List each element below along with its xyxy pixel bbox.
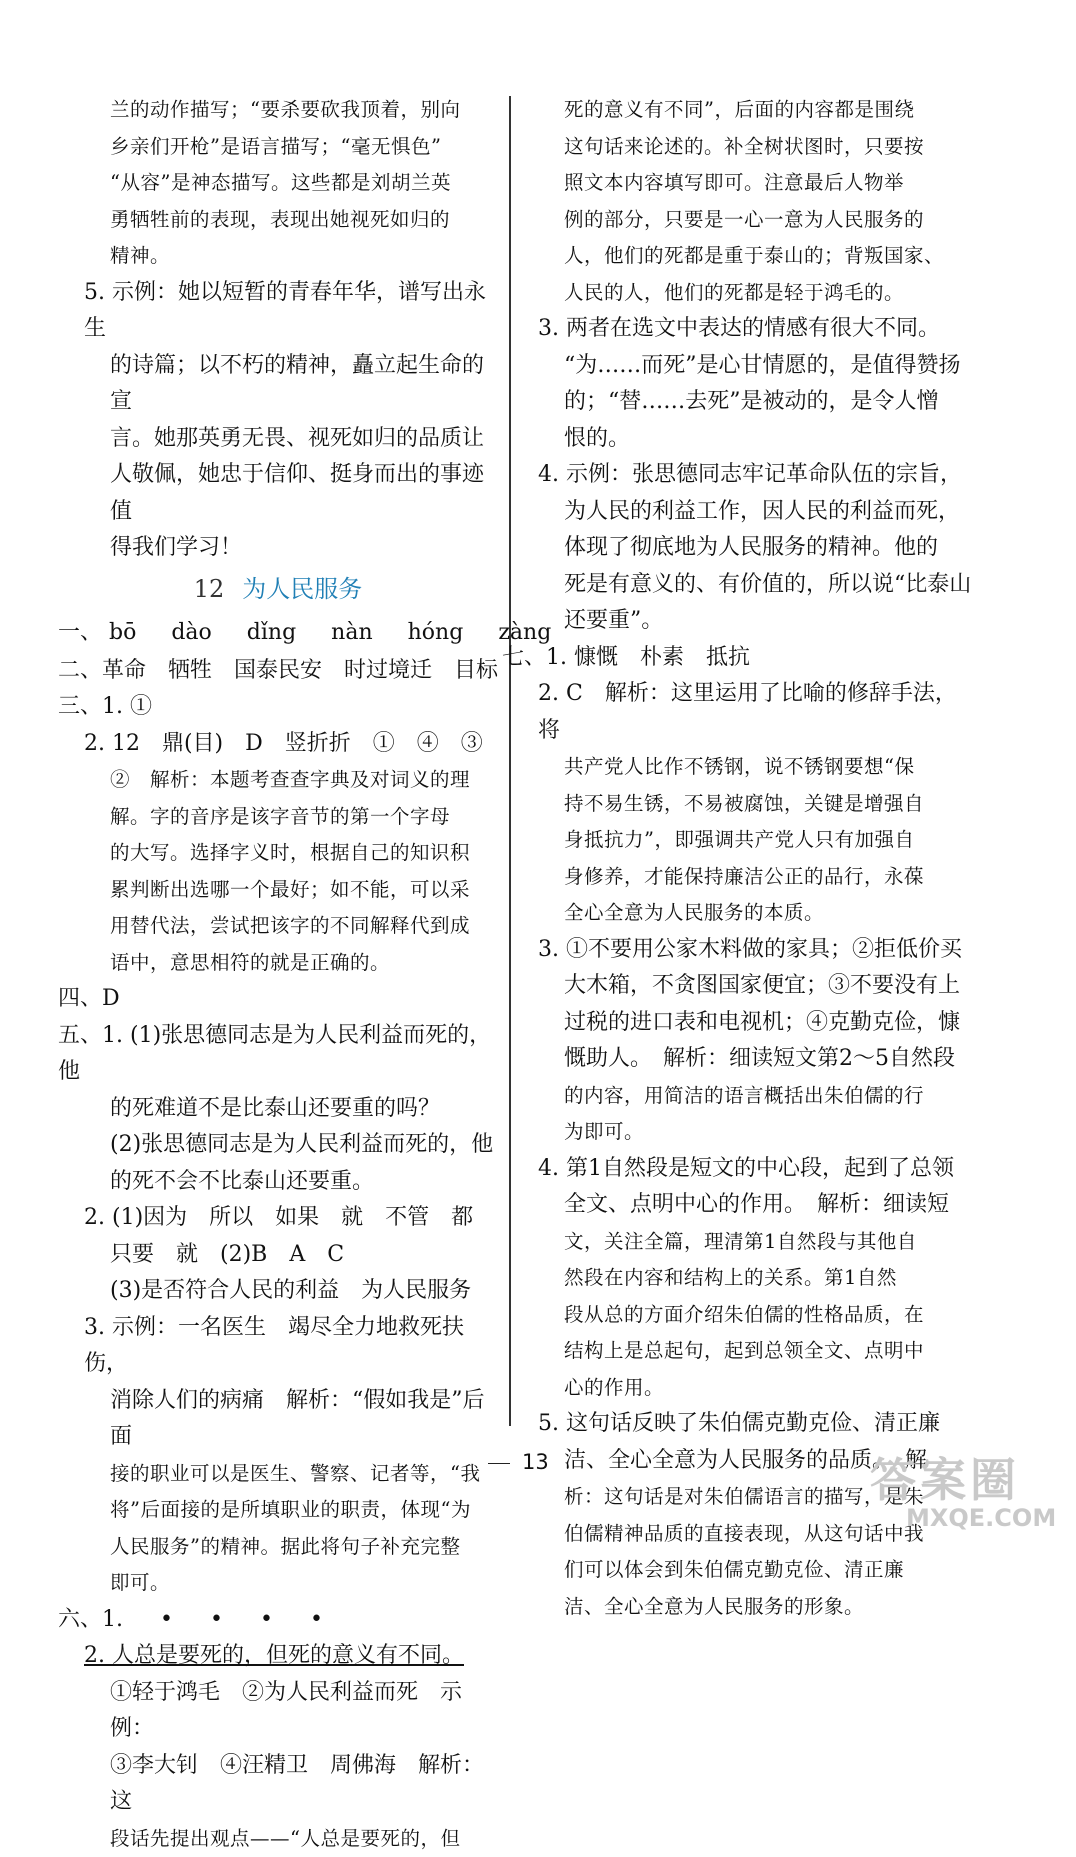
- text-line: 即可。: [58, 1565, 498, 1602]
- answer-seven-2: [538, 676, 978, 932]
- answer-5: [58, 275, 498, 567]
- text-line: (2)张思德同志是为人民利益而死的，他: [58, 1127, 498, 1164]
- text-line: 慨助人。 解析：细读短文第2～5自然段: [538, 1041, 978, 1078]
- page-number: [488, 1450, 549, 1474]
- answer-four: 四、D: [58, 981, 498, 1018]
- text-line: 的内容，用简洁的语言概括出朱伯儒的行: [538, 1078, 978, 1115]
- column-divider: [509, 96, 511, 1426]
- pinyin-item: dào: [171, 613, 211, 653]
- dot-mark: •: [210, 1602, 223, 1639]
- answer-seven-1: 七、1. 慷慨 朴素 抵抗: [502, 640, 978, 677]
- text-line: 结构上是总起句，起到总领全文、点明中: [538, 1333, 978, 1370]
- text-line: 解。字的音序是该字音节的第一个字母: [58, 799, 498, 836]
- text-line: ② 解析：本题考查查字典及对词义的理: [58, 762, 498, 799]
- text-line: 例的部分，只要是一心一意为人民服务的: [538, 202, 978, 239]
- text-line: 接的职业可以是医生、警察、记者等，“我: [58, 1456, 498, 1493]
- answer-two: 二、革命 牺牲 国泰民安 时过境迁 目标: [58, 653, 498, 690]
- text-line: 4. 示例：张思德同志牢记革命队伍的宗旨，: [538, 457, 978, 494]
- text-line: 5. 示例：她以短暂的青春年华，谱写出永生: [58, 275, 498, 348]
- text-line: 照文本内容填写即可。注意最后人物举: [538, 165, 978, 202]
- section-title: [58, 569, 498, 609]
- page-number-dash: [488, 1463, 510, 1464]
- text-line: 为即可。: [538, 1114, 978, 1151]
- text-line: 2. C 解析：这里运用了比喻的修辞手法，将: [538, 676, 978, 749]
- text-line: 身修养，才能保持廉洁公正的品行，永葆: [538, 859, 978, 896]
- text-line: 大木箱，不贪图国家便宜；③不要没有上: [538, 968, 978, 1005]
- text-line: 乡亲们开枪”是语言描写；“毫无惧色”: [58, 129, 498, 166]
- text-line: 段话先提出观点——“人总是要死的，但: [58, 1821, 498, 1857]
- text-line: 的大写。选择字义时，根据自己的知识积: [58, 835, 498, 872]
- text-line: 死的意义有不同”，后面的内容都是围绕: [538, 92, 978, 129]
- text-line: 只要 就 (2)B A C: [58, 1237, 498, 1274]
- text-line: 2. (1)因为 所以 如果 就 不管 都: [58, 1200, 498, 1237]
- text-line: ③李大钊 ④汪精卫 周佛海 解析：这: [58, 1748, 498, 1821]
- pinyin-item: nàn: [331, 613, 372, 653]
- text-line: 身抵抗力”，即强调共产党人只有加强自: [538, 822, 978, 859]
- text-line: 全文、点明中心的作用。 解析：细读短: [538, 1187, 978, 1224]
- text-line: 还要重”。: [538, 603, 978, 640]
- pinyin-row: [58, 613, 498, 653]
- text-line: ①轻于鸿毛 ②为人民利益而死 示例：: [58, 1675, 498, 1748]
- dot-mark: •: [310, 1602, 323, 1639]
- answer-three-2: [58, 726, 498, 982]
- text-line: 洁、全心全意为人民服务的品质。 解: [538, 1443, 978, 1480]
- text-line: 然段在内容和结构上的关系。第1自然: [538, 1260, 978, 1297]
- text-line: 3. ①不要用公家木料做的家具；②拒低价买: [538, 932, 978, 969]
- pinyin-item: dǐng: [247, 613, 296, 653]
- text-line: 人，他们的死都是重于泰山的；背叛国家、: [538, 238, 978, 275]
- text-line: 人敬佩，她忠于信仰、挺身而出的事迹值: [58, 457, 498, 530]
- text-line: 语中，意思相符的就是正确的。: [58, 945, 498, 982]
- answer-six-1: [58, 1602, 498, 1639]
- text-line: 过税的进口表和电视机；④克勤克俭，慷: [538, 1005, 978, 1042]
- watermark-logo: [870, 1455, 1070, 1533]
- watermark-text: 答案圈: [870, 1455, 1070, 1505]
- pinyin-item: bō: [109, 613, 136, 653]
- section-name: 为人民服务: [242, 575, 362, 603]
- text-line: 死是有意义的、有价值的，所以说“比泰山: [538, 567, 978, 604]
- text-line: 4. 第1自然段是短文的中心段，起到了总领: [538, 1151, 978, 1188]
- answer-five-3: [58, 1310, 498, 1602]
- page-number-value: 13: [522, 1450, 549, 1474]
- watermark-url: MXQE.COM: [870, 1505, 1070, 1531]
- answer-seven-3: [538, 932, 978, 1151]
- text-line: 消除人们的病痛 解析：“假如我是”后面: [58, 1383, 498, 1456]
- text-line: (3)是否符合人民的利益 为人民服务: [58, 1273, 498, 1310]
- intro-lines: [58, 92, 498, 275]
- text-line: 累判断出选哪一个最好；如不能，可以采: [58, 872, 498, 909]
- text-line: 的死难道不是比泰山还要重的吗？: [58, 1091, 498, 1128]
- text-line: 的死不会不比泰山还要重。: [58, 1164, 498, 1201]
- text-line: 言。她那英勇无畏、视死如归的品质让: [58, 421, 498, 458]
- answer-five-2: [58, 1200, 498, 1310]
- text-line: 为人民的利益工作，因人民的利益而死，: [538, 494, 978, 531]
- text-line: 全心全意为人民服务的本质。: [538, 895, 978, 932]
- continuation: [538, 92, 978, 311]
- text-line: 持不易生锈，不易被腐蚀，关键是增强自: [538, 786, 978, 823]
- text-line: 得我们学习！: [58, 530, 498, 567]
- pinyin-item: zàng: [498, 613, 551, 653]
- text-line: 勇牺牲前的表现，表现出她视死如归的: [58, 202, 498, 239]
- pinyin-item: hóng: [408, 613, 464, 653]
- text-line: 3. 两者在选文中表达的情感有很大不同。: [538, 311, 978, 348]
- text-line: 兰的动作描写；“要杀要砍我顶着，别向: [58, 92, 498, 129]
- text-line: “为……而死”是心甘情愿的，是值得赞扬: [538, 348, 978, 385]
- text-line: 2. 人总是要死的，但死的意义有不同。: [58, 1638, 498, 1675]
- text-line: 洁、全心全意为人民服务的形象。: [538, 1589, 978, 1626]
- text-line: 这句话来论述的。补全树状图时，只要按: [538, 129, 978, 166]
- text-line: 5. 这句话反映了朱伯儒克勤克俭、清正廉: [538, 1406, 978, 1443]
- answer-three-1: 三、1. ①: [58, 689, 498, 726]
- answer-six-2: [58, 1638, 498, 1857]
- text-line: 恨的。: [538, 421, 978, 458]
- text-line: 的诗篇；以不朽的精神，矗立起生命的宣: [58, 348, 498, 421]
- text-line: “从容”是神态描写。这些都是刘胡兰英: [58, 165, 498, 202]
- text-line: 的；“替……去死”是被动的，是令人憎: [538, 384, 978, 421]
- left-column: [58, 92, 498, 1857]
- text-line: 人民服务”的精神。据此将句子补充完整: [58, 1529, 498, 1566]
- answer-r3: [538, 311, 978, 457]
- text-line: 精神。: [58, 238, 498, 275]
- text-line: 用替代法，尝试把该字的不同解释代到成: [58, 908, 498, 945]
- text-line: 3. 示例：一名医生 竭尽全力地救死扶伤，: [58, 1310, 498, 1383]
- text-line: 段从总的方面介绍朱伯儒的性格品质，在: [538, 1297, 978, 1334]
- answer-seven-4: [538, 1151, 978, 1407]
- text-line: 们可以体会到朱伯儒克勤克俭、清正廉: [538, 1552, 978, 1589]
- text-line: 将”后面接的是所填职业的职责，体现“为: [58, 1492, 498, 1529]
- text-line: 心的作用。: [538, 1370, 978, 1407]
- text-line: 文，关注全篇，理清第1自然段与其他自: [538, 1224, 978, 1261]
- text-line: 体现了彻底地为人民服务的精神。他的: [538, 530, 978, 567]
- text-line: 析：这句话是对朱伯儒语言的描写，是朱: [538, 1479, 978, 1516]
- right-column: [538, 92, 978, 1625]
- dot-mark: •: [260, 1602, 273, 1639]
- pinyin-label: 一、: [58, 620, 102, 645]
- text-line: 五、1. (1)张思德同志是为人民利益而死的，他: [58, 1018, 498, 1091]
- answer-five-1: [58, 1018, 498, 1201]
- text-label: 六、1.: [58, 1602, 123, 1639]
- section-number: 12: [194, 575, 225, 603]
- answer-r4: [538, 457, 978, 640]
- dot-mark: •: [160, 1602, 173, 1639]
- text-line: 伯儒精神品质的直接表现，从这句话中我: [538, 1516, 978, 1553]
- text-line: 共产党人比作不锈钢，说不锈钢要想“保: [538, 749, 978, 786]
- text-line: 2. 12 鼎(目) D 竖折折 ① ④ ③: [58, 726, 498, 763]
- text-line: 人民的人，他们的死都是轻于鸿毛的。: [538, 275, 978, 312]
